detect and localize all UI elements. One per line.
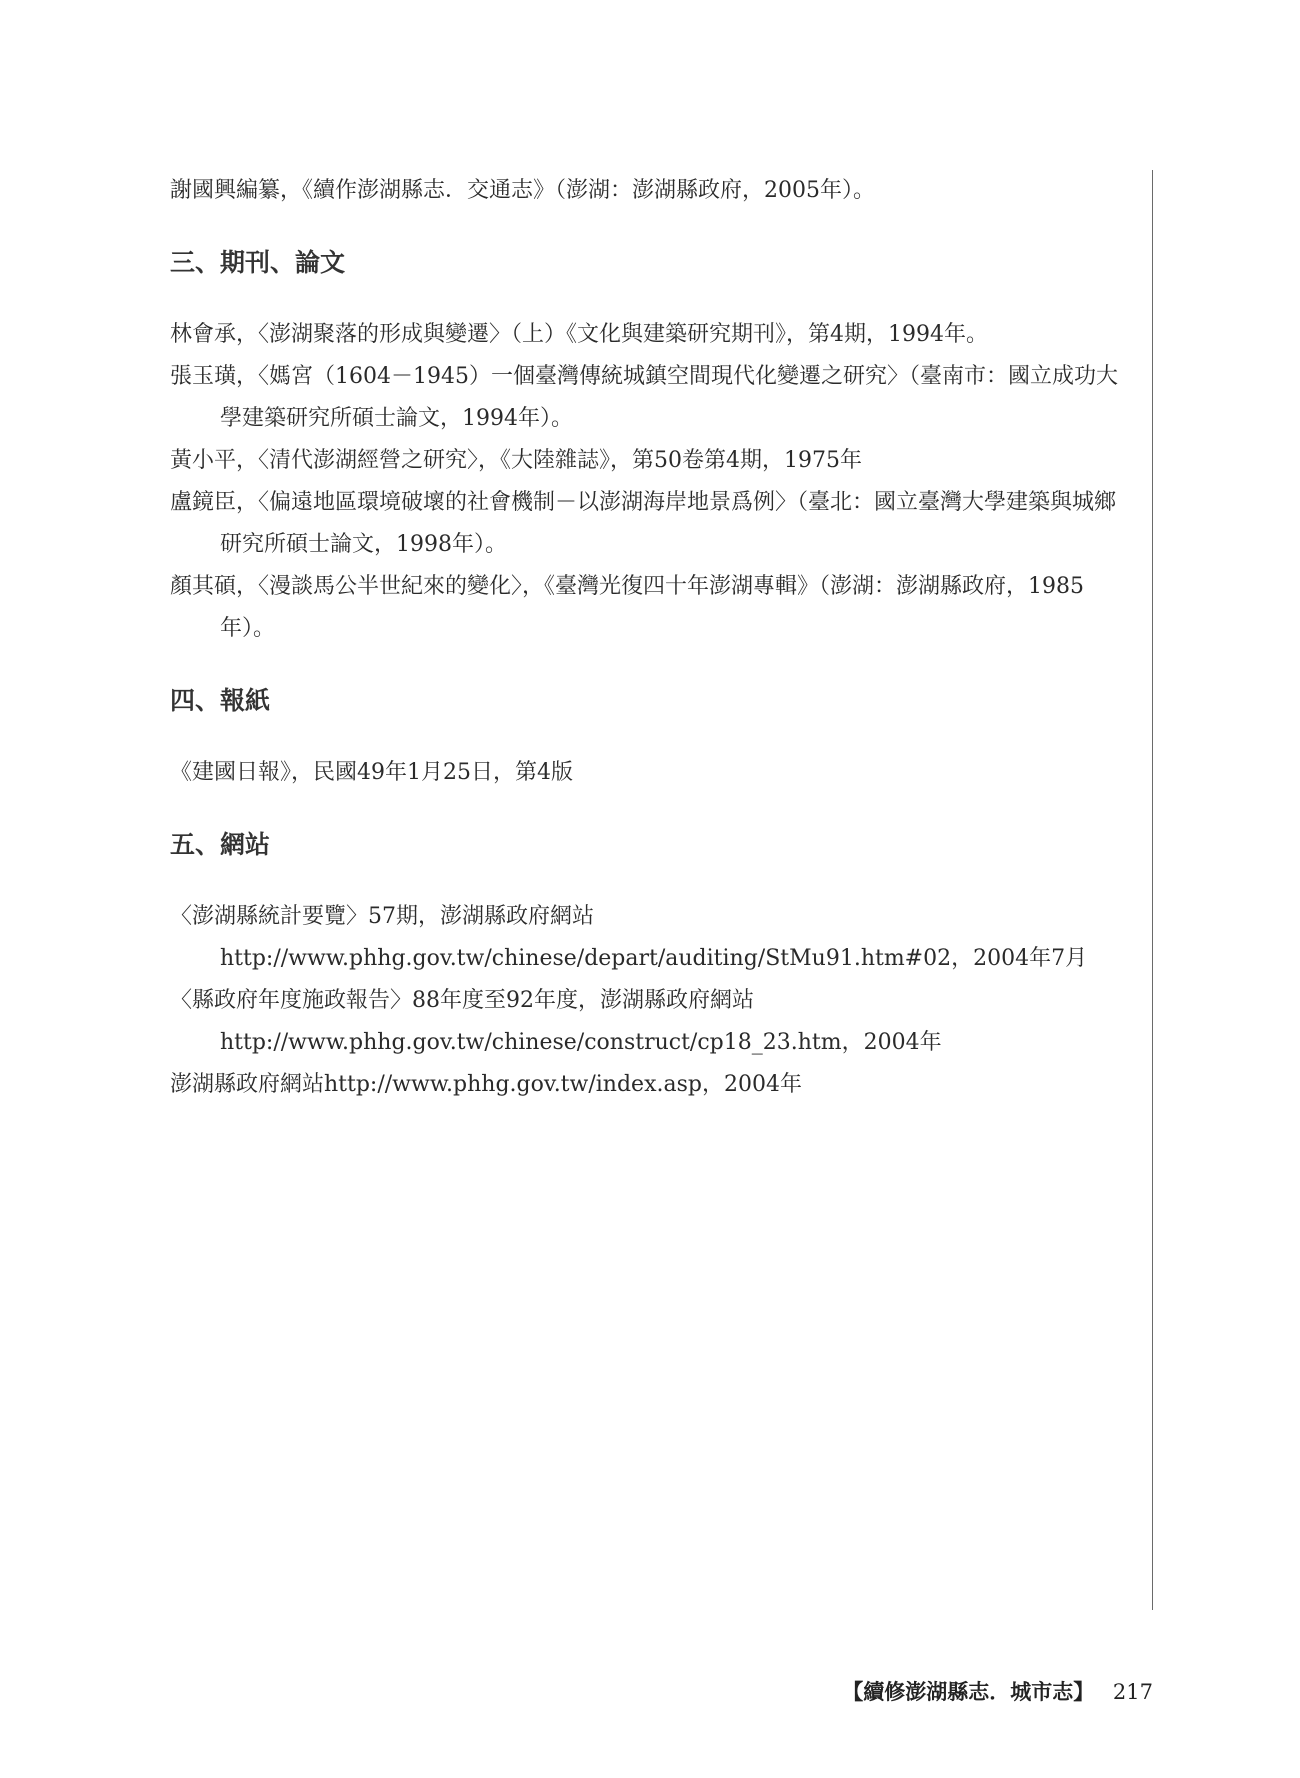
reference-entry: 盧鏡臣，〈偏遠地區環境破壞的社會機制－以澎湖海岸地景爲例〉（臺北：國立臺灣大學建築與城鄉研究所碩士論文，1998年）。 [170,490,1117,557]
reference-entry: 《建國日報》，民國49年1月25日，第4版 [170,760,573,785]
reference-entry: 顏其碩，〈漫談馬公半世紀來的變化〉，《臺灣光復四十年澎湖專輯》（澎湖：澎湖縣政府，1985年）。 [170,574,1084,641]
reference-entry: 張玉璜，〈媽宮（1604－1945）一個臺灣傳統城鎮空間現代化變遷之研究〉（臺南市：國立成功大學建築研究所碩士論文，1994年）。 [170,364,1118,431]
reference-entry: 黃小平，〈清代澎湖經營之研究〉，《大陸雜誌》，第50卷第4期，1975年 [170,448,862,473]
footer-book-title: 【續修澎湖縣志．城市志】 [842,1679,1095,1704]
margin-rule [1152,170,1153,1610]
section-heading-websites: 五、網站 [170,830,271,859]
reference-entry: 〈澎湖縣統計要覽〉57期，澎湖縣政府網站http://www.phhg.gov.tw/chinese/depart/auditing/StMu91.htm#02，2004年7月 [170,904,1088,971]
bibliography-content [170,170,1135,1106]
reference-entry: 林會承，〈澎湖聚落的形成與變遷〉（上）《文化與建築研究期刊》，第4期，1994年。 [170,322,988,347]
page-footer [842,1676,1153,1706]
reference-entry: 〈縣政府年度施政報告〉88年度至92年度，澎湖縣政府網站http://www.phhg.gov.tw/chinese/construct/cp18_23.htm，2004年 [170,988,942,1055]
reference-entry: 謝國興編纂，《續作澎湖縣志．交通志》（澎湖：澎湖縣政府，2005年）。 [170,178,875,203]
page-number: 217 [1112,1680,1153,1704]
reference-entry: 澎湖縣政府網站http://www.phhg.gov.tw/index.asp，2004年 [170,1072,802,1097]
section-heading-newspapers: 四、報紙 [170,686,271,715]
section-heading-journals: 三、期刊、論文 [170,248,346,277]
